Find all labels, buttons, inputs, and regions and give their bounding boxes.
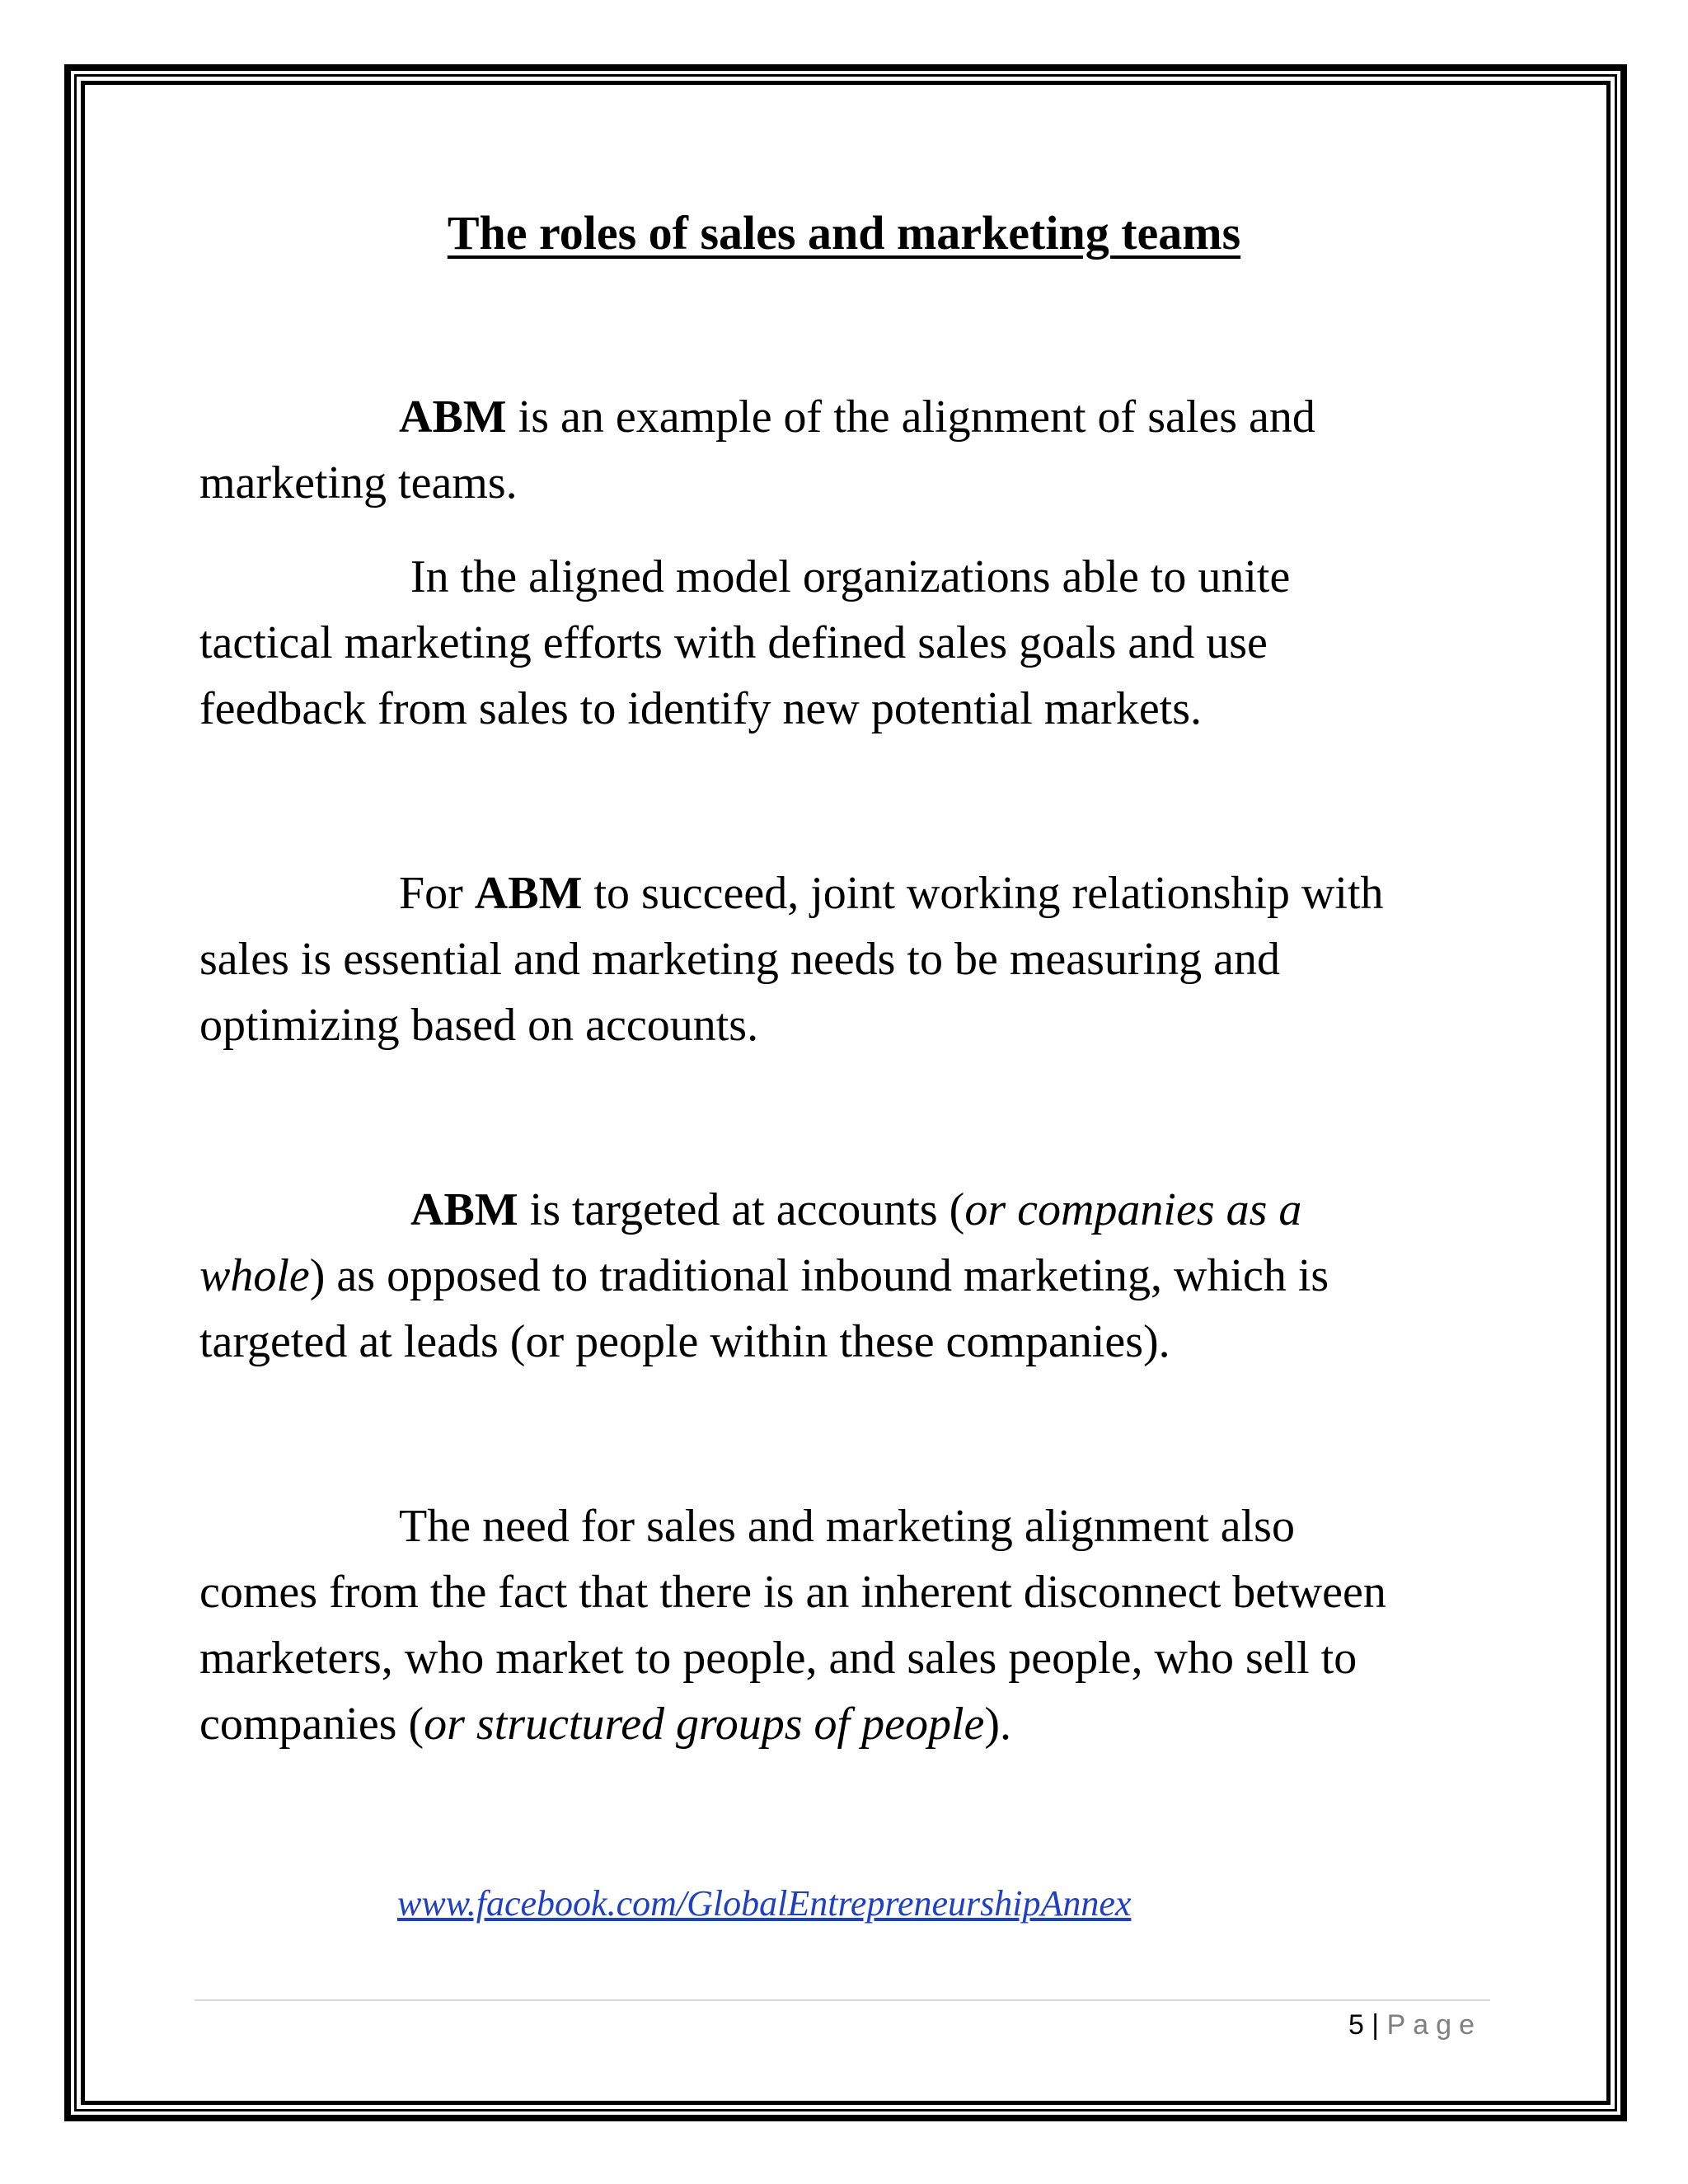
paragraph-3	[199, 860, 1502, 1058]
paragraph-1-line-2: marketing teams.	[199, 457, 518, 509]
paragraph-2	[199, 544, 1502, 742]
paragraph-4-line-3: targeted at leads (or people within these companies).	[199, 1316, 1170, 1367]
paragraph-5-line-3: marketers, who market to people, and sales people, who sell to	[199, 1633, 1357, 1684]
abm-term: ABM	[399, 391, 507, 443]
paragraph-1	[199, 384, 1502, 516]
abm-term: ABM	[410, 1184, 518, 1235]
paragraph-5-italic: or structured groups of people	[424, 1699, 985, 1750]
page-number-footer	[1348, 2004, 1482, 2046]
paragraph-4	[199, 1177, 1502, 1375]
paragraph-3-line-3: optimizing based on accounts.	[199, 1000, 759, 1051]
paragraph-5-line-4	[199, 1691, 1502, 1757]
paragraph-2-line-3: feedback from sales to identify new potential markets.	[199, 683, 1203, 734]
paragraph-3-lead: For	[399, 868, 475, 919]
paragraph-1-text: is an example of the alignment of sales and	[506, 391, 1315, 443]
page-title: The roles of sales and marketing teams	[447, 206, 1241, 260]
facebook-link[interactable]: www.facebook.com/GlobalEntrepreneurshipAnnex	[397, 1883, 1132, 1924]
page-word: Page	[1386, 2009, 1482, 2041]
page-separator: |	[1363, 2009, 1387, 2041]
abm-term: ABM	[474, 868, 583, 919]
paragraph-3-line-2: sales is essential and marketing needs to be measuring and	[199, 934, 1280, 985]
paragraph-3-line-1	[199, 860, 1502, 926]
paragraph-4-italic-2: whole	[199, 1250, 310, 1301]
paragraph-5-line-1: The need for sales and marketing alignment also	[399, 1501, 1295, 1552]
paragraph-1-line-1	[199, 384, 1502, 450]
paragraph-5-text: companies (	[199, 1699, 424, 1750]
paragraph-4-italic-1: or companies as a	[964, 1184, 1302, 1235]
paragraph-2-line-1: In the aligned model organizations able to unite	[410, 551, 1291, 602]
paragraph-4-line-1	[199, 1177, 1502, 1243]
paragraph-2-line-2: tactical marketing efforts with defined sales goals and use	[199, 617, 1268, 668]
footer-divider	[195, 1999, 1490, 2001]
paragraph-4-line-2	[199, 1243, 1502, 1309]
paragraph-5-line-2: comes from the fact that there is an inherent disconnect between	[199, 1567, 1386, 1618]
page-number: 5	[1348, 2009, 1364, 2041]
paragraph-4-text-2: ) as opposed to traditional inbound marketing, which is	[309, 1250, 1329, 1301]
paragraph-4-text: is targeted at accounts (	[518, 1184, 965, 1235]
paragraph-5-text-end: ).	[984, 1699, 1012, 1750]
paragraph-5	[199, 1493, 1502, 1757]
paragraph-3-text: to succeed, joint working relationship with	[582, 868, 1384, 919]
